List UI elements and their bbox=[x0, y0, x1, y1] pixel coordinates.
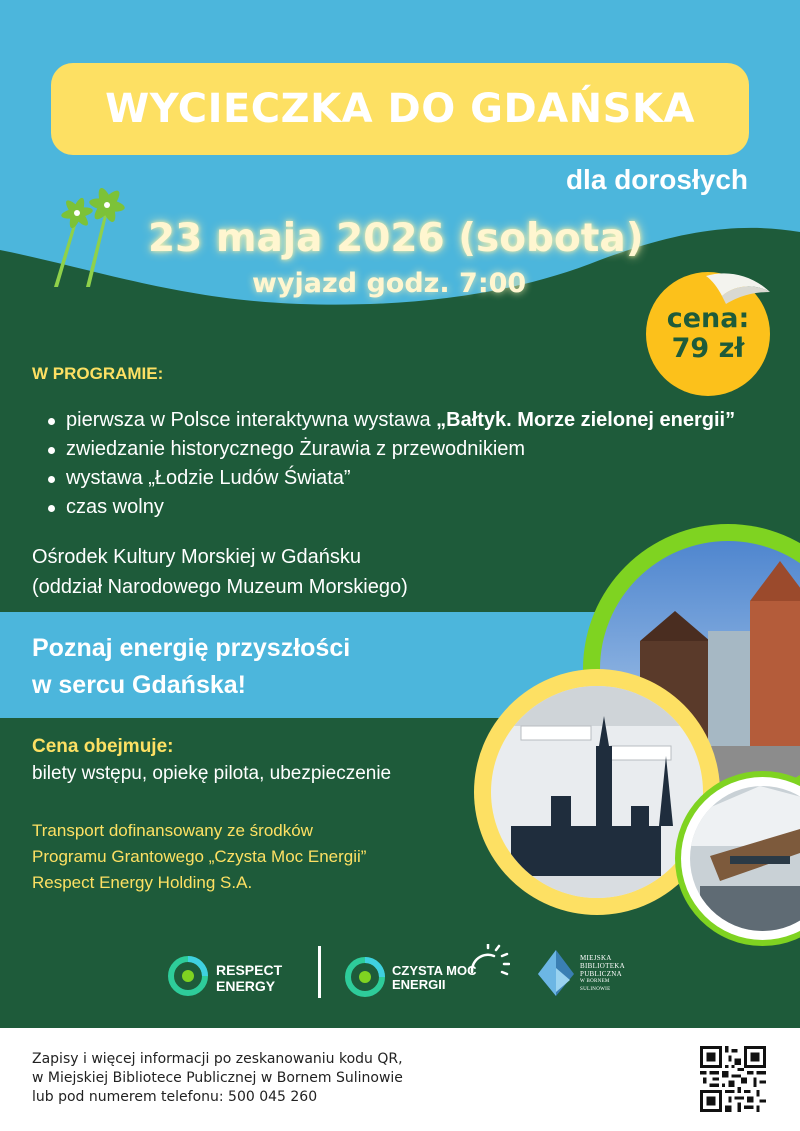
logo-divider bbox=[318, 946, 321, 998]
footer-info bbox=[32, 1050, 403, 1107]
title-banner bbox=[51, 63, 749, 155]
event-date: 23 maja 2026 (sobota) bbox=[148, 216, 644, 261]
footer-line-1: Zapisy i więcej informacji po zeskanowaniu kodu QR, bbox=[32, 1051, 403, 1067]
wind-turbines-icon bbox=[40, 175, 160, 295]
page-curl-icon bbox=[696, 270, 776, 310]
slogan bbox=[32, 630, 350, 704]
library-logo: MIEJSKA BIBLIOTEKA PUBLICZNA W BORNEM SULINOWIE bbox=[580, 954, 625, 992]
transport-line-2: Programu Grantowego „Czysta Moc Energii” bbox=[32, 847, 367, 866]
slogan-line-2: w sercu Gdańska! bbox=[32, 671, 246, 699]
audience-subtitle: dla dorosłych bbox=[565, 164, 748, 195]
list-item: wystawa „Łodzie Ludów Świata” bbox=[48, 464, 735, 493]
program-heading: W PROGRAMIE: bbox=[32, 364, 164, 383]
page-title: WYCIECZKA DO GDAŃSKA bbox=[105, 86, 695, 132]
library-logo-icon bbox=[536, 948, 576, 998]
exhibition-photo bbox=[491, 686, 703, 898]
includes-heading: Cena obejmuje: bbox=[32, 736, 174, 757]
venue-name: Ośrodek Kultury Morskiej w Gdańsku bbox=[32, 546, 362, 568]
venue-note: (oddział Narodowego Muzeum Morskiego) bbox=[32, 576, 408, 598]
price-label: cena: bbox=[666, 303, 750, 335]
venue-info bbox=[32, 542, 408, 602]
transport-line-3: Respect Energy Holding S.A. bbox=[32, 873, 253, 892]
departure-time: wyjazd godz. 7:00 bbox=[252, 268, 527, 299]
list-item: zwiedzanie historycznego Żurawia z przewodnikiem bbox=[48, 435, 735, 464]
price-value: 79 zł bbox=[671, 333, 745, 364]
sun-rays-icon bbox=[466, 944, 510, 984]
list-item: czas wolny bbox=[48, 493, 735, 522]
transport-line-1: Transport dofinansowany ze środków bbox=[32, 821, 313, 840]
respect-energy-logo: RESPECT ENERGY bbox=[216, 962, 283, 994]
program-list bbox=[48, 406, 735, 522]
slogan-line-1: Poznaj energię przyszłości bbox=[32, 634, 351, 662]
list-item: pierwsza w Polsce interaktywna wystawa „Bałtyk. Morze zielonej energii” bbox=[48, 406, 735, 435]
footer-line-3: lub pod numerem telefonu: 500 045 260 bbox=[32, 1089, 318, 1105]
czysta-moc-logo-icon bbox=[344, 956, 386, 998]
qr-code[interactable] bbox=[700, 1046, 766, 1112]
sponsor-logos bbox=[160, 940, 640, 1010]
footer-line-2: w Miejskiej Bibliotece Publicznej w Bornem Sulinowie bbox=[32, 1070, 403, 1086]
czysta-moc-logo: CZYSTA MOC ENERGII bbox=[392, 963, 477, 992]
respect-energy-logo-icon bbox=[168, 956, 208, 996]
includes-text: bilety wstępu, opiekę pilota, ubezpieczenie bbox=[32, 763, 392, 784]
transport-note bbox=[32, 818, 366, 896]
